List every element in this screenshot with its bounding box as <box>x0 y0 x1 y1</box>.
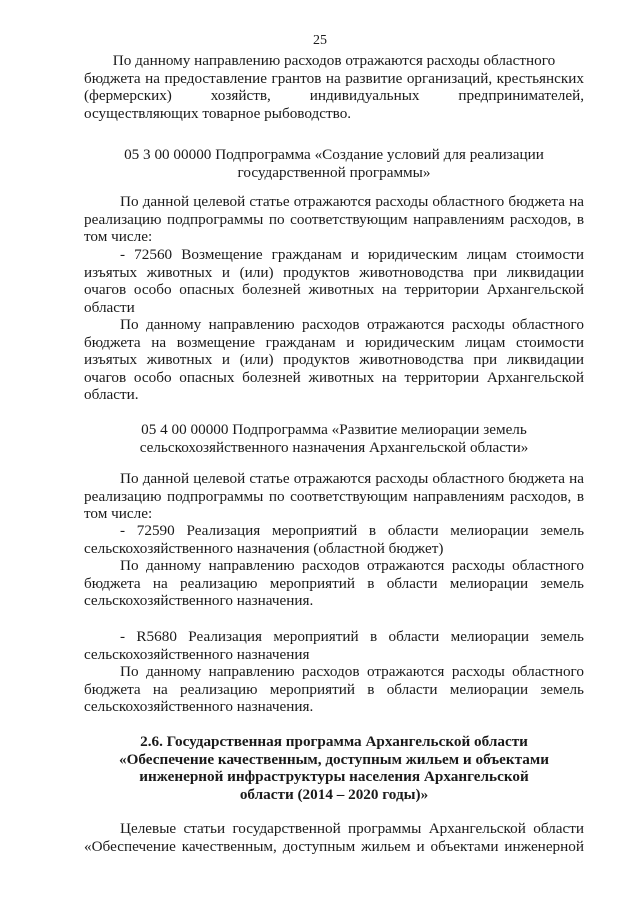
paragraph-melioration-regional <box>84 557 584 610</box>
text-line: сельскохозяйственного назначения. <box>84 592 314 609</box>
paragraph-target-article-05-3 <box>84 193 584 246</box>
text-line: изъятых животных и (или) продуктов животноводства при ликвидации <box>84 351 584 368</box>
text-line: бюджета на предоставление грантов на развитие организаций, крестьянских <box>84 69 584 87</box>
text-line: По данному направлению расходов отражаются расходы областного <box>112 52 556 69</box>
paragraph-target-articles-2-6 <box>84 820 584 855</box>
text-line: области. <box>84 386 139 403</box>
heading-line: инженерной инфраструктуры населения Архангельской <box>139 768 529 785</box>
text-line: сельскохозяйственного назначения <box>84 645 310 663</box>
subprogram-heading-05-4 <box>84 421 584 456</box>
text-line: бюджета на реализацию мероприятий в области мелиорации земель <box>84 680 584 698</box>
heading-line: сельскохозяйственного назначения Архангельской области» <box>139 438 529 456</box>
text-line: По данной целевой статье отражаются расходы областного бюджета на <box>120 470 584 487</box>
text-line: реализацию подпрограммы по соответствующим направлениям расходов, в <box>84 210 584 228</box>
text-line: - R5680 Реализация мероприятий в области мелиорации земель <box>120 628 584 645</box>
text-line: (фермерских) хозяйств, индивидуальных предпринимателей, <box>84 87 584 104</box>
paragraph-compensation <box>84 316 584 404</box>
heading-line: области (2014 – 2020 годы)» <box>239 785 429 803</box>
subprogram-heading-05-3 <box>84 146 584 181</box>
text-line: бюджета на возмещение гражданам и юридическим лицам стоимости <box>84 333 584 351</box>
heading-line: государственной программы» <box>237 163 431 181</box>
expense-item-72560 <box>84 246 584 316</box>
heading-line: 05 3 00 00000 Подпрограмма «Создание условий для реализации <box>124 146 544 163</box>
text-line: бюджета на реализацию мероприятий в области мелиорации земель <box>84 574 584 592</box>
text-line: - 72560 Возмещение гражданам и юридическим лицам стоимости <box>120 246 584 263</box>
section-heading-2-6 <box>84 733 584 803</box>
text-line: очагов особо опасных болезней животных на территории Архангельской <box>84 281 584 298</box>
text-line: «Обеспечение качественным, доступным жильем и объектами инженерной <box>84 837 584 855</box>
expense-item-72590 <box>84 522 584 557</box>
text-line: - 72590 Реализация мероприятий в области мелиорации земель <box>120 522 584 539</box>
text-line: осуществляющих товарное рыбоводство. <box>84 104 352 122</box>
text-line: сельскохозяйственного назначения. <box>84 698 314 715</box>
expense-item-r5680 <box>84 628 584 663</box>
page-number: 25 <box>313 33 327 48</box>
heading-line: 2.6. Государственная программа Архангельской области <box>140 733 528 750</box>
text-line: По данной целевой статье отражаются расходы областного бюджета на <box>120 193 584 210</box>
heading-line: «Обеспечение качественным, доступным жильем и объектами <box>119 750 549 768</box>
heading-line: 05 4 00 00000 Подпрограмма «Развитие мелиорации земель <box>141 421 527 438</box>
paragraph-target-article-05-4 <box>84 470 584 523</box>
text-line: том числе: <box>84 505 153 522</box>
text-line: По данному направлению расходов отражаются расходы областного <box>120 316 584 333</box>
paragraph-grants <box>84 52 584 122</box>
text-line: области <box>84 298 135 316</box>
text-line: том числе: <box>84 228 153 245</box>
text-line: очагов особо опасных болезней животных на территории Архангельской <box>84 368 584 386</box>
text-line: По данному направлению расходов отражаются расходы областного <box>120 557 584 574</box>
paragraph-melioration-r5680 <box>84 663 584 716</box>
text-line: По данному направлению расходов отражаются расходы областного <box>120 663 584 680</box>
text-line: реализацию подпрограммы по соответствующим направлениям расходов, в <box>84 487 584 505</box>
text-line: сельскохозяйственного назначения (областной бюджет) <box>84 539 444 557</box>
text-line: Целевые статьи государственной программы Архангельской области <box>120 820 584 837</box>
text-line: изъятых животных и (или) продуктов животноводства при ликвидации <box>84 263 584 281</box>
